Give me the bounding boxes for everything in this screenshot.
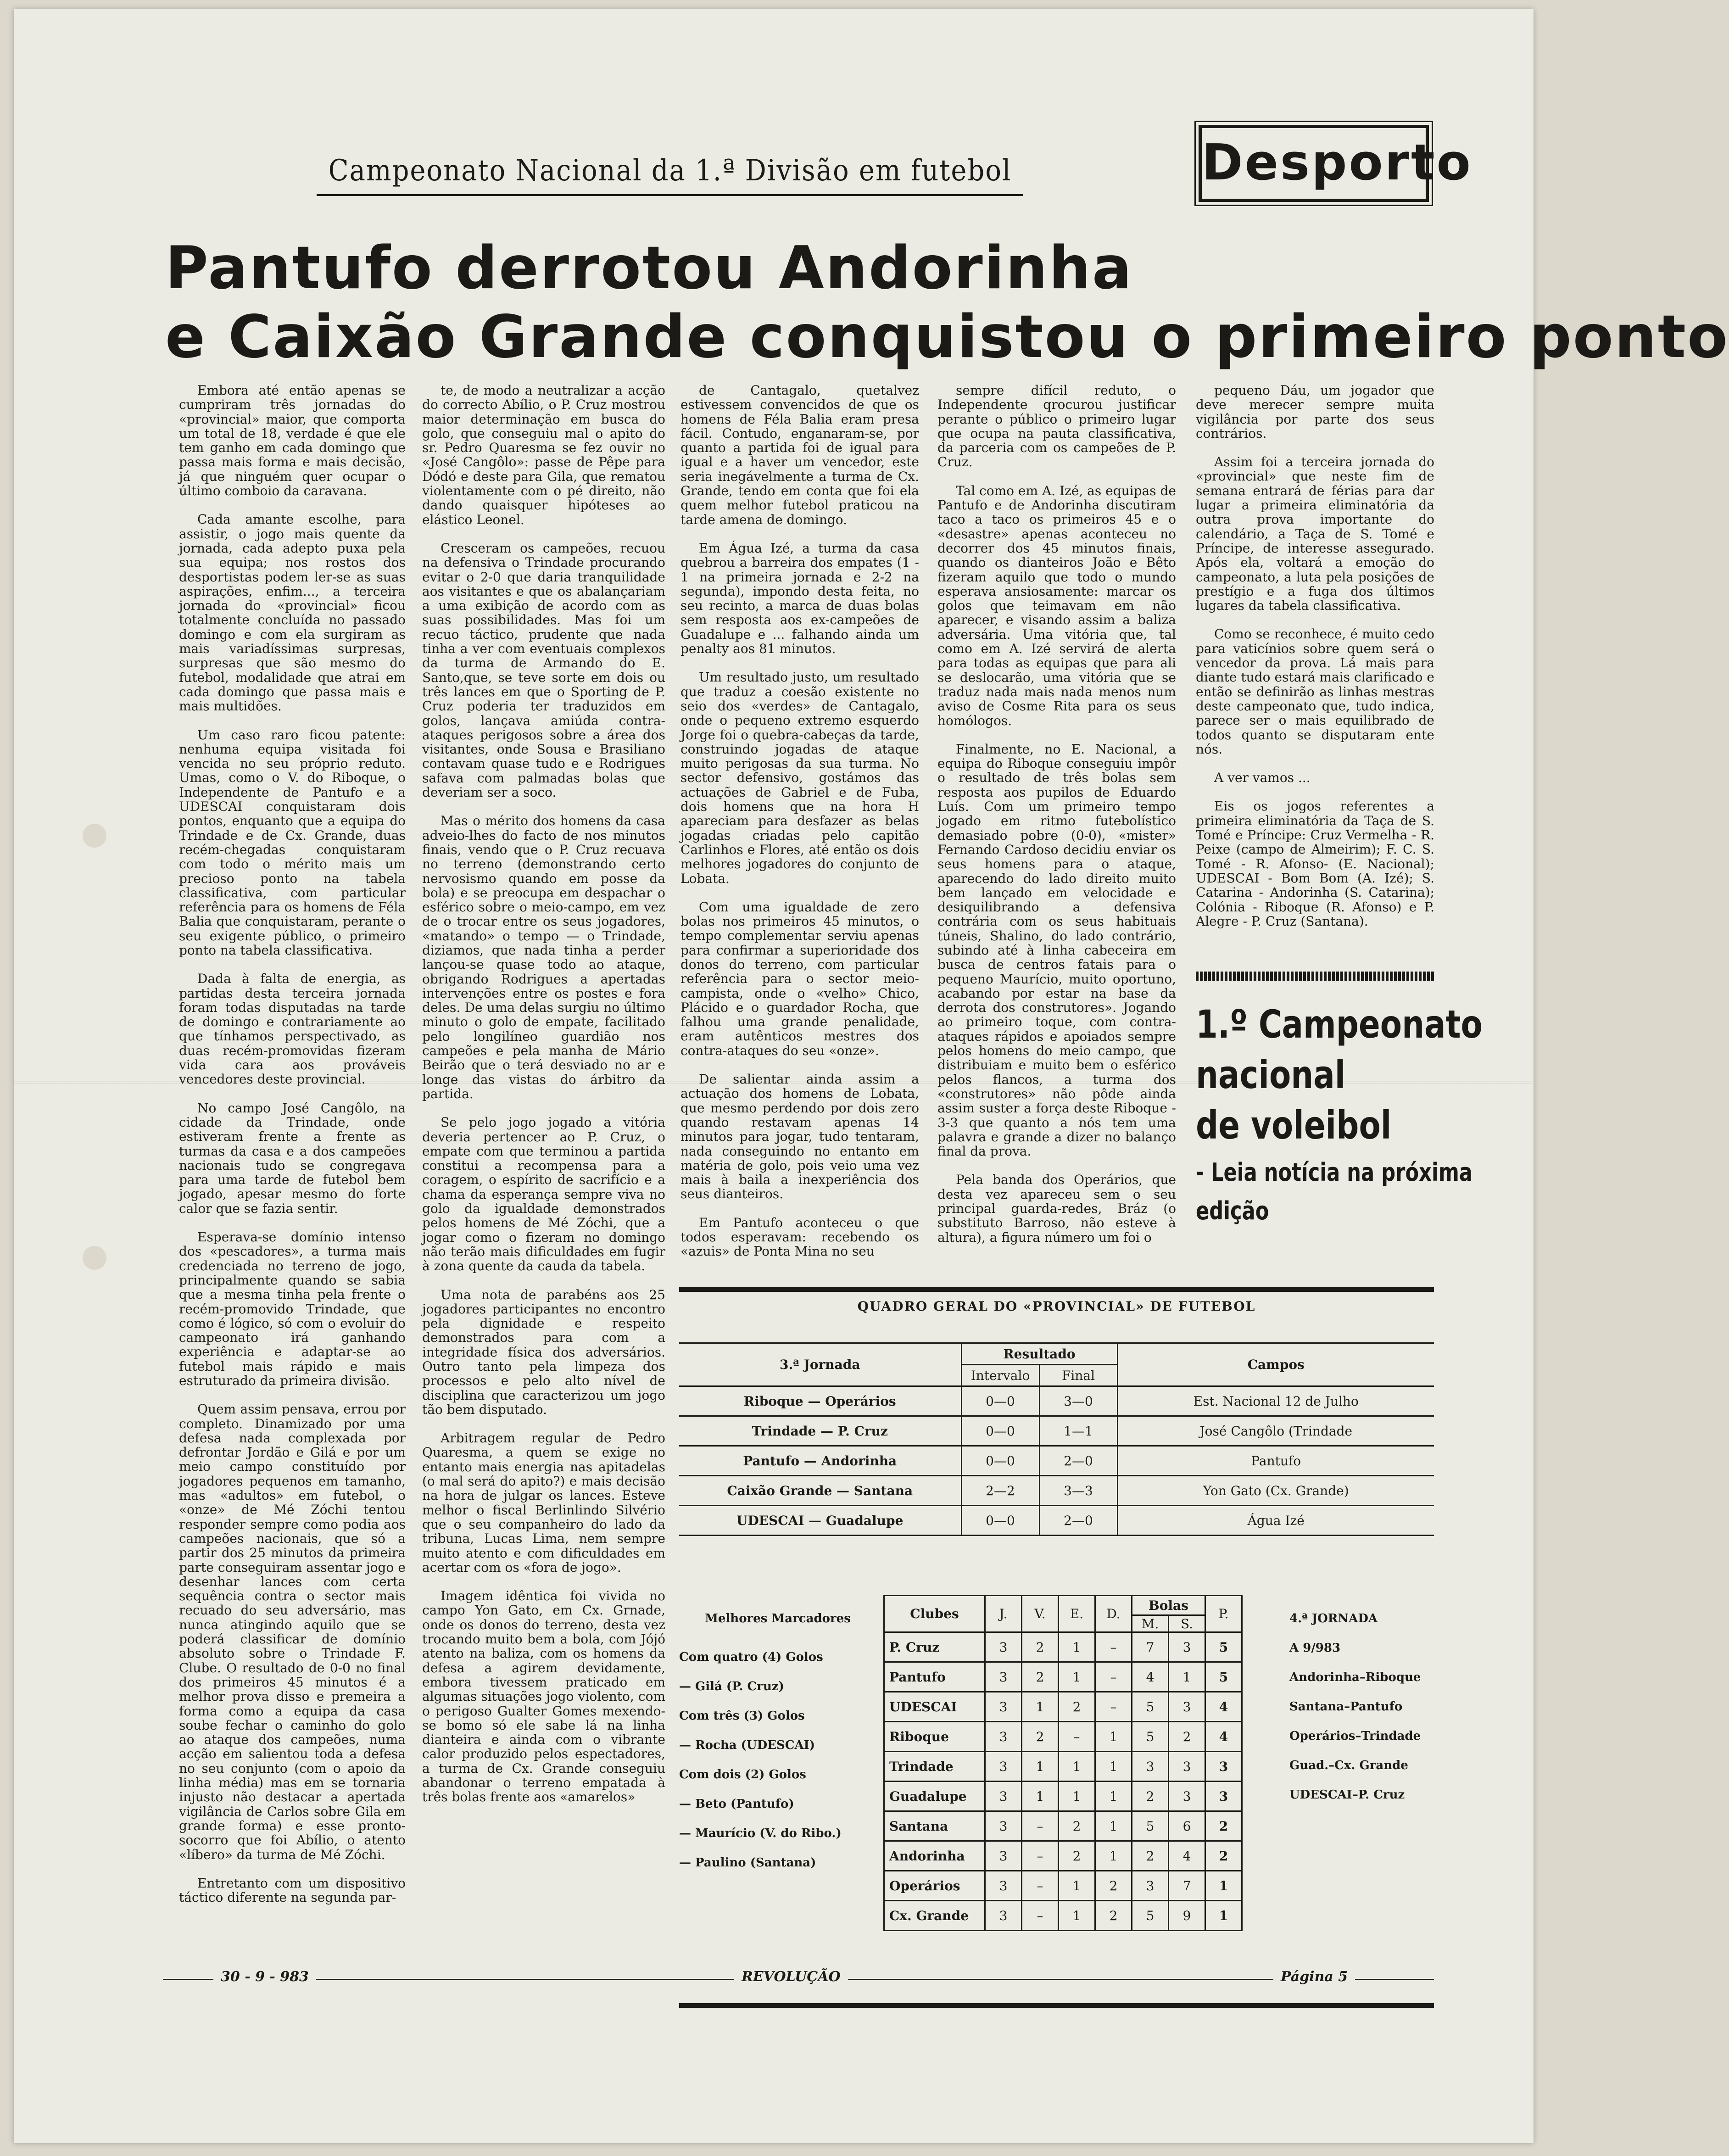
fixture-line: UDESCAI–P. Cruz bbox=[1289, 1788, 1405, 1802]
standings-row bbox=[884, 1782, 1242, 1811]
match-venue: Yon Gato (Cx. Grande) bbox=[1117, 1476, 1434, 1506]
standings-cell-m: 2 bbox=[1132, 1841, 1169, 1871]
section-tag: Desporto bbox=[1199, 125, 1429, 202]
standings-cell-s: 2 bbox=[1169, 1722, 1205, 1752]
article-paragraph: Como se reconhece, é muito cedo para vaticínios sobre quem será o vencedor da prova. Lá mais para diante tudo estará mais clarificado e então se definirão as linhas mestras deste campeonato que, tudo indica, parece ser o mais equilibrado de todos quanto se disputaram ente nós. bbox=[1196, 626, 1434, 757]
standings-cell-p: 3 bbox=[1205, 1782, 1242, 1811]
standings-row bbox=[884, 1752, 1242, 1782]
standings-cell-d: 1 bbox=[1095, 1782, 1132, 1811]
scorer-line: Com quatro (4) Golos bbox=[679, 1650, 823, 1664]
standings-cell-v: – bbox=[1022, 1871, 1059, 1901]
footer-date: 30 - 9 - 983 bbox=[213, 1969, 316, 1985]
standings-cell-m: 5 bbox=[1132, 1722, 1169, 1752]
standings-cell-s: 1 bbox=[1169, 1662, 1205, 1692]
standings-cell-e: 1 bbox=[1059, 1752, 1095, 1782]
scorer-line: — Maurício (V. do Ribo.) bbox=[679, 1826, 842, 1840]
standings-cell-m: 5 bbox=[1132, 1692, 1169, 1722]
standings-cell-p: 2 bbox=[1205, 1811, 1242, 1841]
top-scorers bbox=[679, 1604, 876, 1877]
article-column-1 bbox=[179, 383, 406, 1919]
standings-cell-m: 3 bbox=[1132, 1871, 1169, 1901]
match-venue: Est. Nacional 12 de Julho bbox=[1117, 1386, 1434, 1416]
article-paragraph: Uma nota de parabéns aos 25 jogadores participantes no encontro pela dignidade e respeito demonstrados para com a integridade física dos adversários. Outro tanto pela limpeza dos processos e pelo alto nível de disciplina que caracterizou um jogo tão bem disputado. bbox=[422, 1287, 665, 1417]
standings-cell-v: 1 bbox=[1022, 1692, 1059, 1722]
article-paragraph: sempre difícil reduto, o Independente qrocurou justificar perante o público o primeiro lugar que ocupa na pauta classificativa, da parceria com os campeões de P. Cruz. bbox=[937, 383, 1176, 470]
section-header: Campeonato Nacional da 1.ª Divisão em futebol bbox=[317, 154, 1023, 196]
match-final: 2—0 bbox=[1039, 1446, 1117, 1476]
standings-cell-p: 1 bbox=[1205, 1901, 1242, 1931]
headline-line-2: e Caixão Grande conquistou o primeiro ponto bbox=[165, 303, 1729, 371]
fixture-line: Andorinha–Riboque bbox=[1289, 1670, 1421, 1684]
standings-cell-e: 1 bbox=[1059, 1871, 1095, 1901]
standings-cell-j: 3 bbox=[985, 1692, 1022, 1722]
scorer-line: Com três (3) Golos bbox=[679, 1709, 805, 1723]
standings-cell-e: 1 bbox=[1059, 1782, 1095, 1811]
article-paragraph: Arbitragem regular de Pedro Quaresma, a quem se exige no entanto mais energia nas apitadelas (o mal será do apito?) e mais decisão na hora de julgar os lances. Esteve melhor o fiscal Berlinlindo Silvério que o seu companheiro do lado da tribuna, Lucas Lima, nem sempre muito atento e com dificuldades em acertar com os «fora de jogo». bbox=[422, 1430, 665, 1575]
match-final: 1—1 bbox=[1039, 1416, 1117, 1446]
header-s: S. bbox=[1169, 1615, 1205, 1632]
header-resultado: Resultado bbox=[961, 1343, 1117, 1365]
standings-cell-p: 5 bbox=[1205, 1632, 1242, 1662]
match-teams: Caixão Grande — Santana bbox=[679, 1476, 961, 1506]
standings-cell-m: 5 bbox=[1132, 1811, 1169, 1841]
scorer-line: — Beto (Pantufo) bbox=[679, 1797, 794, 1811]
results-box bbox=[679, 1287, 1434, 2008]
standings-cell-clube: UDESCAI bbox=[884, 1692, 985, 1722]
article-column-3 bbox=[680, 383, 919, 1273]
article-paragraph: Imagem idêntica foi vivida no campo Yon Gato, em Cx. Grnade, onde os donos do terreno, desta vez trocando muito bem a bola, com Jójó atento na baliza, com os homens da defesa a agirem devidamente, embora tivessem praticado em algumas situações jogo violento, com o perigoso Gualter Gomes mexendo-se bomo só ele sabe lá na linha dianteira e ainda com o vibrante calor produzido pelos espectadores, a turma de Cx. Grande conseguiu abandonar o terreno empatada à três bolas frente aos «amarelos» bbox=[422, 1588, 665, 1805]
match-venue: Pantufo bbox=[1117, 1446, 1434, 1476]
article-paragraph: Finalmente, no E. Nacional, a equipa do Riboque conseguiu impôr o resultado de três bolas sem resposta aos pupilos de Eduardo Luís. Com um primeiro tempo jogado em ritmo futebolístico demasiado pobre (0-0), «mister» Fernando Cardoso decidiu enviar os seus homens para o ataque, aparecendo do lado direito muito bem lançado em velocidade e desiquilibrando a defensiva contrária com os seus habituais túneis, Shalino, do lado contrário, subindo até à linha cabeceira em busca de centros fatais para o pequeno Maurício, muito oportuno, acabando por estar na base da derrota dos construtores». Jogando ao primeiro toque, com contra-ataques rápidos e apoiados sempre pelos homens do meio campo, que distribuiam e muito bem o esférico pelos flancos, a turma dos «construtores» não pôde ainda assim suster a força deste Riboque - 3-3 que quanto a nós tem uma palavra e grande a dizer no balanço final da prova. bbox=[937, 741, 1176, 1159]
match-halftime: 0—0 bbox=[961, 1386, 1039, 1416]
standings-cell-s: 3 bbox=[1169, 1692, 1205, 1722]
article-paragraph: Cresceram os campeões, recuou na defensiva o Trindade procurando evitar o 2-0 que daria tranquilidade aos visitantes e que os abalançariam a uma exibição de acordo com as suas possibilidades. Mas foi um recuo táctico, prudente que nada tinha a ver com eventuais complexos da turma de Armando do E. Santo,que, se teve sorte em dois ou três lances em que o Sporting de P. Cruz poderia ter traduzidos em golos, lançava amiúda contra-ataques perigosos sobre a área dos visitantes, onde Sousa e Brasiliano contavam quase tudo e e Rodrigues safava com palmadas bolas que deveriam ser a soco. bbox=[422, 540, 665, 800]
fixture-line: Operários–Trindade bbox=[1289, 1729, 1421, 1743]
header-final: Final bbox=[1039, 1365, 1117, 1386]
match-venue: Água Izé bbox=[1117, 1506, 1434, 1536]
standings-row bbox=[884, 1692, 1242, 1722]
standings-cell-e: – bbox=[1059, 1722, 1095, 1752]
match-row bbox=[679, 1476, 1434, 1506]
header-bolas: Bolas bbox=[1132, 1596, 1205, 1615]
standings-cell-m: 7 bbox=[1132, 1632, 1169, 1662]
match-teams: Trindade — P. Cruz bbox=[679, 1416, 961, 1446]
standings-cell-m: 4 bbox=[1132, 1662, 1169, 1692]
header-m: M. bbox=[1132, 1615, 1169, 1632]
article-paragraph: Quem assim pensava, errou por completo. Dinamizado por uma defesa nada complexada por defrontar Jordão e Gilá e por um meio campo constituído por jogadores pequenos em tamanho, mas «adultos» em futebol, o «onze» de Mé Zóchi tentou responder sempre como podia aos campeões nacionais, que só a partir dos 25 minutos da primeira parte conseguiram assentar jogo e desenhar lances com certa sequência contra o sector mais recuado do seu adversário, mas nunca atingindo aquilo que se poderá classificar de domínio absoluto sobre o Trindade F. Clube. O resultado de 0-0 no final dos primeiros 45 minutos é a melhor prova disso e premeira a forma como a equipa da casa soube fechar o caminho do golo ao ataque dos campeões, numa acção em salientou toda a defesa no seu conjunto (com o apoio da linha média) mas em se tornaria injusto não destacar a apertada vigilância de Carlos sobre Gila em grande forma) e esse pronto-socorro que foi Abílio, o atento «líbero» da turma de Mé Zóchi. bbox=[179, 1402, 406, 1862]
standings-cell-s: 3 bbox=[1169, 1632, 1205, 1662]
header-clubes: Clubes bbox=[884, 1596, 985, 1632]
standings-cell-e: 2 bbox=[1059, 1811, 1095, 1841]
standings-cell-d: 1 bbox=[1095, 1811, 1132, 1841]
standings-row bbox=[884, 1722, 1242, 1752]
article-paragraph: de Cantagalo, quetalvez estivessem convencidos de que os homens de Féla Balia eram presa fácil. Contudo, enganaram-se, por quanto a partida foi de igual para igual e a haver um vencedor, este seria inegávelmente a turma de Cx. Grande, tendo em conta que foi ela quem melhor futebol praticou na tarde amena de domingo. bbox=[680, 383, 919, 527]
standings-cell-e: 2 bbox=[1059, 1692, 1095, 1722]
standings-cell-m: 5 bbox=[1132, 1901, 1169, 1931]
match-halftime: 2—2 bbox=[961, 1476, 1039, 1506]
match-row bbox=[679, 1386, 1434, 1416]
article-paragraph: Eis os jogos referentes a primeira eliminatória da Taça de S. Tomé e Príncipe: Cruz Vermelha - R. Peixe (campo de Almeirim); F. C. S. Tomé - R. Afonso- (E. Nacional); UDESCAI - Bom Bom (A. Izé); S. Catarina - Andorinha (S. Catarina); Colónia - Riboque (R. Afonso) e P. Alegre - P. Cruz (Santana). bbox=[1196, 799, 1434, 929]
article-paragraph: Esperava-se domínio intenso dos «pescadores», a turma mais credenciada no terreno de jogo, principalmente quando se sabia que a mesma tinha pela frente o recém-promovido Trindade, que como é lógico, só com o evoluir do campeonato irá ganhando experiência e adaptar-se ao futebol mais rápido e mais estruturado da primeira divisão. bbox=[179, 1229, 406, 1388]
footer-page: Página 5 bbox=[1273, 1969, 1355, 1985]
standings-row bbox=[884, 1811, 1242, 1841]
standings-cell-e: 2 bbox=[1059, 1841, 1095, 1871]
standings-cell-s: 3 bbox=[1169, 1782, 1205, 1811]
article-paragraph: Dada à falta de energia, as partidas desta terceira jornada foram todas disputadas na tarde de domingo e contrariamente ao que tínhamos perspectivado, as duas recém-promovidas fizeram vida cara aos prováveis vencedores deste provincial. bbox=[179, 971, 406, 1087]
standings-cell-clube: Santana bbox=[884, 1811, 985, 1841]
standings-cell-clube: Guadalupe bbox=[884, 1782, 985, 1811]
results-title: QUADRO GERAL DO «PROVINCIAL» DE FUTEBOL bbox=[857, 1299, 1256, 1314]
fixture-line: 4.ª JORNADA bbox=[1289, 1612, 1378, 1625]
standings-cell-j: 3 bbox=[985, 1901, 1022, 1931]
match-teams: Pantufo — Andorinha bbox=[679, 1446, 961, 1476]
article-paragraph: Um caso raro ficou patente: nenhuma equipa visitada foi vencida no seu próprio reduto. Umas, como o V. do Riboque, o Independente de Pantufo e a UDESCAI conquistaram dois pontos, enquanto que a equipa do Trindade e de Cx. Grande, duas recém-chegadas conquistaram com todo o mérito mais um precioso ponto na tabela classificativa, com particular referência para os homens de Féla Balia que conquistaram, perante o seu exigente público, o primeiro ponto na tabela classificativa. bbox=[179, 727, 406, 958]
standings-cell-clube: Andorinha bbox=[884, 1841, 985, 1871]
article-paragraph: Embora até então apenas se cumpriram três jornadas do «provincial» maior, que comporta um total de 18, verdade é que ele tem ganho em cada domingo que passa mais forma e mais decisão, já que ninguém quer ocupar o último comboio da caravana. bbox=[179, 383, 406, 499]
scorer-line: — Rocha (UDESCAI) bbox=[679, 1738, 815, 1752]
article-paragraph: Entretanto com um dispositivo táctico diferente na segunda par- bbox=[179, 1875, 406, 1905]
article-paragraph: Cada amante escolhe, para assistir, o jogo mais quente da jornada, cada adepto puxa pela sua equipa; nos rostos dos desportistas podem ler-se as suas aspirações, enfim..., a terceira jornada do «provincial» ficou totalmente concluída no passado domingo e com ela surgiram as mais variadíssimas surpresas, surpresas que são mesmo do futebol, modalidade que atrai em cada domingo que passa mais e mais multidões. bbox=[179, 512, 406, 714]
article-column-2 bbox=[422, 383, 665, 1819]
standings-cell-j: 3 bbox=[985, 1871, 1022, 1901]
standings-row bbox=[884, 1662, 1242, 1692]
standings-cell-p: 1 bbox=[1205, 1871, 1242, 1901]
standings-cell-v: 2 bbox=[1022, 1662, 1059, 1692]
punch-hole bbox=[83, 1246, 106, 1270]
match-halftime: 0—0 bbox=[961, 1416, 1039, 1446]
standings-cell-d: 2 bbox=[1095, 1901, 1132, 1931]
fixture-line: A 9/983 bbox=[1289, 1641, 1341, 1655]
standings-cell-v: 1 bbox=[1022, 1782, 1059, 1811]
standings-cell-j: 3 bbox=[985, 1662, 1022, 1692]
standings-cell-p: 4 bbox=[1205, 1692, 1242, 1722]
match-final: 3—3 bbox=[1039, 1476, 1117, 1506]
standings-cell-e: 1 bbox=[1059, 1901, 1095, 1931]
header-jornada: 3.ª Jornada bbox=[679, 1343, 961, 1386]
standings-cell-clube: Operários bbox=[884, 1871, 985, 1901]
results-table bbox=[679, 1342, 1434, 1536]
scorer-line: — Gilá (P. Cruz) bbox=[679, 1680, 784, 1693]
standings-cell-e: 1 bbox=[1059, 1662, 1095, 1692]
standings-cell-j: 3 bbox=[985, 1811, 1022, 1841]
article-paragraph: De salientar ainda assim a actuação dos homens de Lobata, que mesmo perdendo por dois zero quando restavam apenas 14 minutos para jogar, tudo tentaram, nada conseguindo no entanto em matéria de golo, pois veio uma vez mais à baila a inexperiência dos seus dianteiros. bbox=[680, 1072, 919, 1202]
header-intervalo: Intervalo bbox=[961, 1365, 1039, 1386]
header-e: E. bbox=[1059, 1596, 1095, 1632]
match-final: 2—0 bbox=[1039, 1506, 1117, 1536]
match-final: 3—0 bbox=[1039, 1386, 1117, 1416]
standings-cell-p: 5 bbox=[1205, 1662, 1242, 1692]
article-column-5 bbox=[1196, 383, 1434, 943]
punch-hole bbox=[83, 824, 106, 848]
volleyball-note: - Leia notícia na próxima bbox=[1196, 1158, 1472, 1187]
standings-cell-d: – bbox=[1095, 1692, 1132, 1722]
standings-cell-s: 3 bbox=[1169, 1752, 1205, 1782]
header-p: P. bbox=[1205, 1596, 1242, 1632]
standings-cell-s: 7 bbox=[1169, 1871, 1205, 1901]
volleyball-title: de voleibol bbox=[1196, 1103, 1392, 1148]
footer-paper: REVOLUÇÃO bbox=[734, 1969, 848, 1985]
standings-cell-s: 6 bbox=[1169, 1811, 1205, 1841]
article-paragraph: Um resultado justo, um resultado que traduz a coesão existente no seio dos «verdes» de Cantagalo, onde o pequeno extremo esquerdo Jorge foi o quebra-cabeças da tarde, construindo jogadas de ataque muito perigosas da sua turma. No sector defensivo, gostámos das actuações de Gabriel e de Fuba, dois homens que na hora H apareciam para desfazer as belas jogadas criadas pelo capitão Carlinhos e Flores, até então os dois melhores jogadores do conjunto de Lobata. bbox=[680, 670, 919, 886]
article-paragraph: Mas o mérito dos homens da casa adveio-lhes do facto de nos minutos finais, vendo que o P. Cruz recuava no terreno (demonstrando certo nervosismo quando em posse da bola) e se preocupa em despachar o esférico sobre o meio-campo, em vez de o trocar entre os seus jogadores, «matando» o tempo — o Trindade, diziamos, que nada tinha a perder lançou-se quase todo ao ataque, obrigando Rodrigues a apertadas intervenções entre os postes e fora deles. De uma delas surgiu no último minuto o golo de empate, facilitado pelo longilíneo guardião nos campeões e pela manha de Mário Beirão que o terá desviado no ar e longe das vistas do árbitro da partida. bbox=[422, 813, 665, 1101]
article-paragraph: Se pelo jogo jogado a vitória deveria pertencer ao P. Cruz, o empate com que terminou a partida constitui a recompensa para a coragem, o espírito de sacrifício e a chama da esperança sempre viva no golo da igualdade demonstrados pelos homens de Mé Zóchi, que a jogar como o fizeram no domingo não terão mais dificuldades em fugir à zona quente da cauda da tabela. bbox=[422, 1115, 665, 1274]
header-v: V. bbox=[1022, 1596, 1059, 1632]
standings-cell-clube: Pantufo bbox=[884, 1662, 985, 1692]
article-paragraph: Tal como em A. Izé, as equipas de Pantufo e de Andorinha discutiram taco a taco os primeiros 45 e o «desastre» apenas aconteceu no decorrer dos 45 minutos finais, quando os dianteiros João e Bêto fizeram aquilo que todo o mundo esperava ansiosamente: marcar os golos que teimavam em não aparecer, e visando assim a baliza adversária. Uma vitória que, tal como em A. Izé servirá de alerta para todas as equipas que para ali se deslocarão, uma vitória que se traduz nada mais nada menos num aviso de Cosme Rita para os seus homólogos. bbox=[937, 483, 1176, 728]
standings-cell-clube: Cx. Grande bbox=[884, 1901, 985, 1931]
standings-cell-j: 3 bbox=[985, 1722, 1022, 1752]
match-teams: Riboque — Operários bbox=[679, 1386, 961, 1416]
standings-cell-j: 3 bbox=[985, 1782, 1022, 1811]
standings-cell-v: 1 bbox=[1022, 1752, 1059, 1782]
article-paragraph: pequeno Dáu, um jogador que deve merecer sempre muita vigilância por parte dos seus contrários. bbox=[1196, 383, 1434, 441]
standings-cell-m: 2 bbox=[1132, 1782, 1169, 1811]
standings-cell-v: – bbox=[1022, 1811, 1059, 1841]
page-footer bbox=[163, 1969, 1434, 1989]
volleyball-note: edição bbox=[1196, 1196, 1269, 1225]
fixture-line: Santana–Pantufo bbox=[1289, 1700, 1403, 1714]
standings-cell-v: – bbox=[1022, 1901, 1059, 1931]
standings-cell-clube: P. Cruz bbox=[884, 1632, 985, 1662]
standings-cell-j: 3 bbox=[985, 1632, 1022, 1662]
standings-table bbox=[883, 1595, 1243, 1931]
standings-cell-v: – bbox=[1022, 1841, 1059, 1871]
article-column-4 bbox=[937, 383, 1176, 1259]
article-paragraph: te, de modo a neutralizar a acção do correcto Abílio, o P. Cruz mostrou maior determinação em busca do golo, que conseguiu mal o apito do sr. Pedro Quaresma se fez ouvir no «José Cangôlo»: passe de Pêpe para Dódó e deste para Gila, que rematou violentamente com o pé direito, não dando quaisquer hipóteses ao elástico Leonel. bbox=[422, 383, 665, 527]
volleyball-title: nacional bbox=[1196, 1052, 1346, 1097]
volleyball-box bbox=[1196, 972, 1483, 1228]
standings-cell-d: – bbox=[1095, 1632, 1132, 1662]
match-row bbox=[679, 1416, 1434, 1446]
standings-cell-d: – bbox=[1095, 1662, 1132, 1692]
standings-cell-d: 1 bbox=[1095, 1752, 1132, 1782]
standings-cell-m: 3 bbox=[1132, 1752, 1169, 1782]
standings-cell-d: 2 bbox=[1095, 1871, 1132, 1901]
standings-row bbox=[884, 1871, 1242, 1901]
standings-cell-d: 1 bbox=[1095, 1722, 1132, 1752]
standings-cell-clube: Riboque bbox=[884, 1722, 985, 1752]
standings-cell-s: 4 bbox=[1169, 1841, 1205, 1871]
standings-cell-d: 1 bbox=[1095, 1841, 1132, 1871]
article-paragraph: Em Pantufo aconteceu o que todos esperavam: recebendo os «azuis» de Ponta Mina no seu bbox=[680, 1215, 919, 1259]
standings-cell-v: 2 bbox=[1022, 1722, 1059, 1752]
standings-cell-p: 3 bbox=[1205, 1752, 1242, 1782]
standings-cell-p: 2 bbox=[1205, 1841, 1242, 1871]
standings-row bbox=[884, 1901, 1242, 1931]
standings-cell-e: 1 bbox=[1059, 1632, 1095, 1662]
standings-cell-p: 4 bbox=[1205, 1722, 1242, 1752]
fixture-line: Guad.–Cx. Grande bbox=[1289, 1759, 1408, 1772]
scorers-title: Melhores Marcadores bbox=[705, 1612, 851, 1625]
standings-cell-s: 9 bbox=[1169, 1901, 1205, 1931]
article-paragraph: Em Água Izé, a turma da casa quebrou a barreira dos empates (1 - 1 na primeira jornada e 2-2 na segunda), impondo desta feita, no seu recinto, a marca de duas bolas sem resposta aos ex-campeões de Guadalupe e ... falhando ainda um penalty aos 81 minutos. bbox=[680, 540, 919, 657]
article-paragraph: No campo José Cangôlo, na cidade da Trindade, onde estiveram frente a frente as turmas da casa e a dos campeões nacionais tudo se congregava para uma tarde de futebol bem jogado, apesar mesmo do forte calor que se fazia sentir. bbox=[179, 1100, 406, 1216]
next-round bbox=[1289, 1604, 1436, 1810]
decorative-rule bbox=[1196, 972, 1434, 981]
article-paragraph: Assim foi a terceira jornada do «provincial» que neste fim de semana entrará de férias para dar lugar a primeira eliminatória da outra prova importante do calendário, a Taça de S. Tomé e Príncipe, de interesse assegurado. Após ela, voltará a emoção do campeonato, a luta pela posições de prestígio e a fuga dos últimos lugares da tabela classificativa. bbox=[1196, 454, 1434, 614]
match-halftime: 0—0 bbox=[961, 1446, 1039, 1476]
header-d: D. bbox=[1095, 1596, 1132, 1632]
headline-line-1: Pantufo derrotou Andorinha bbox=[165, 234, 1133, 302]
article-paragraph: A ver vamos ... bbox=[1214, 770, 1311, 786]
standings-cell-j: 3 bbox=[985, 1841, 1022, 1871]
header-j: J. bbox=[985, 1596, 1022, 1632]
standings-cell-v: 2 bbox=[1022, 1632, 1059, 1662]
standings-cell-clube: Trindade bbox=[884, 1752, 985, 1782]
volleyball-title: 1.º Campeonato bbox=[1196, 1002, 1483, 1047]
article-paragraph: Pela banda dos Operários, que desta vez apareceu sem o seu principal guarda-redes, Bráz (o substituto Barroso, não esteve à altura), a figura número um foi o bbox=[937, 1172, 1176, 1245]
match-teams: UDESCAI — Guadalupe bbox=[679, 1506, 961, 1536]
match-row bbox=[679, 1506, 1434, 1536]
scorer-line: — Paulino (Santana) bbox=[679, 1856, 816, 1870]
article-paragraph: Com uma igualdade de zero bolas nos primeiros 45 minutos, o tempo complementar serviu apenas para confirmar a superioridade dos donos do terreno, com particular referência para o sector meio-campista, onde o «velho» Chico, Plácido e o guardador Rocha, que falhou uma grande penalidade, eram autênticos mestres dos contra-ataques do seu «onze». bbox=[680, 899, 919, 1058]
match-halftime: 0—0 bbox=[961, 1506, 1039, 1536]
standings-row bbox=[884, 1632, 1242, 1662]
standings-cell-j: 3 bbox=[985, 1752, 1022, 1782]
standings-row bbox=[884, 1841, 1242, 1871]
match-row bbox=[679, 1446, 1434, 1476]
scorer-line: Com dois (2) Golos bbox=[679, 1768, 806, 1782]
header-campos: Campos bbox=[1117, 1343, 1434, 1386]
match-venue: José Cangôlo (Trindade bbox=[1117, 1416, 1434, 1446]
